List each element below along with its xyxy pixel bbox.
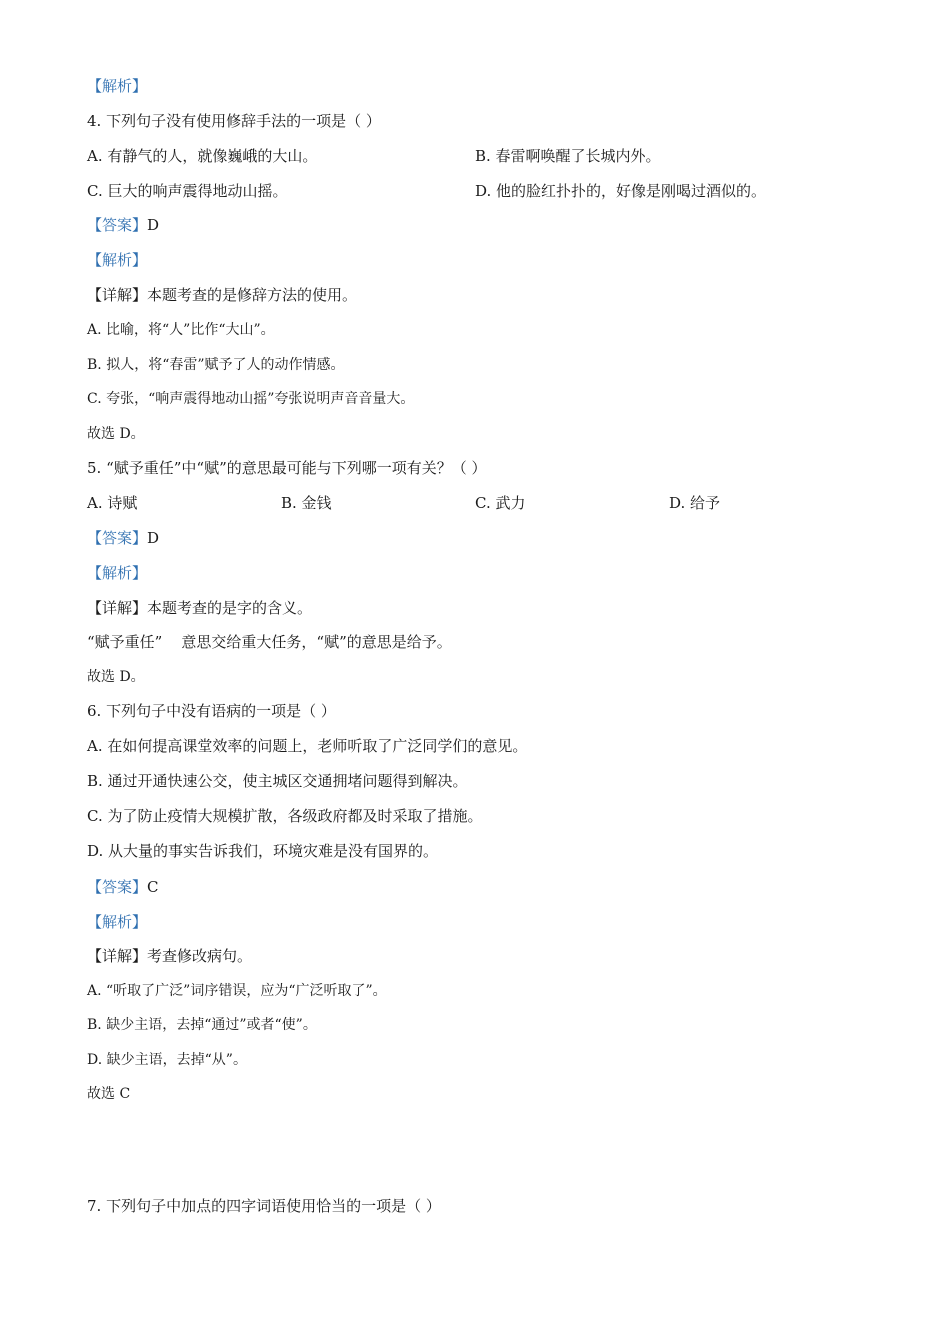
q5-option-b: B. 金钱 (281, 494, 332, 512)
question-5: 5. “赋予重任”中“赋”的意思最可能与下列哪一项有关？（ ） (87, 459, 487, 477)
q6-answer (87, 877, 159, 897)
answer-value: C (147, 878, 159, 896)
q5-detail: 【详解】本题考查的是字的含义。 (87, 599, 313, 617)
q6-explanation-d: D. 缺少主语，去掉“从”。 (87, 1052, 247, 1068)
analysis-tag: 【解析】 (87, 564, 148, 582)
q4-conclusion: 故选 D。 (87, 426, 145, 442)
q4-explanation-b: B. 拟人，将“春雷”赋予了人的动作情感。 (87, 357, 345, 373)
question-4: 4. 下列句子没有使用修辞手法的一项是（ ） (87, 112, 381, 130)
q6-explanation-a: A. “听取了广泛”词序错误，应为“广泛听取了”。 (87, 983, 387, 999)
question-7: 7. 下列句子中加点的四字词语使用恰当的一项是（ ） (87, 1197, 441, 1215)
q6-explanation-b: B. 缺少主语，去掉“通过”或者“使”。 (87, 1017, 317, 1033)
q6-option-d: D. 从大量的事实告诉我们，环境灾难是没有国界的。 (87, 842, 439, 860)
answer-tag: 【答案】 (87, 529, 148, 547)
q4-detail: 【详解】本题考查的是修辞方法的使用。 (87, 286, 358, 304)
q6-option-b: B. 通过开通快速公交，使主城区交通拥堵问题得到解决。 (87, 772, 468, 790)
q5-answer (87, 528, 159, 548)
question-6: 6. 下列句子中没有语病的一项是（ ） (87, 702, 336, 720)
q6-conclusion: 故选 C (87, 1086, 131, 1102)
q6-option-a: A. 在如何提高课堂效率的问题上，老师听取了广泛同学们的意见。 (87, 737, 528, 755)
analysis-tag: 【解析】 (87, 251, 148, 269)
q6-option-c: C. 为了防止疫情大规模扩散，各级政府都及时采取了措施。 (87, 807, 483, 825)
q5-explanation: “赋予重任” 意思交给重大任务，“赋”的意思是给予。 (87, 633, 452, 651)
q4-answer (87, 215, 159, 235)
q4-option-c: C. 巨大的响声震得地动山摇。 (87, 182, 288, 200)
answer-tag: 【答案】 (87, 216, 148, 234)
analysis-tag: 【解析】 (87, 913, 148, 931)
answer-value: D (147, 216, 160, 234)
q6-detail: 【详解】考查修改病句。 (87, 947, 253, 965)
q5-option-d: D. 给予 (669, 494, 721, 512)
q4-explanation-c: C. 夸张，“响声震得地动山摇”夸张说明声音音量大。 (87, 391, 415, 407)
q5-option-a: A. 诗赋 (87, 494, 138, 512)
q5-conclusion: 故选 D。 (87, 669, 145, 685)
q4-explanation-a: A. 比喻，将“人”比作“大山”。 (87, 322, 275, 338)
q4-option-d: D. 他的脸红扑扑的，好像是刚喝过酒似的。 (475, 182, 767, 200)
q4-option-a: A. 有静气的人，就像巍峨的大山。 (87, 147, 318, 165)
q4-option-b: B. 春雷啊唤醒了长城内外。 (475, 147, 661, 165)
answer-tag: 【答案】 (87, 878, 148, 896)
q5-option-c: C. 武力 (475, 494, 526, 512)
analysis-tag: 【解析】 (87, 77, 148, 95)
answer-value: D (147, 529, 160, 547)
